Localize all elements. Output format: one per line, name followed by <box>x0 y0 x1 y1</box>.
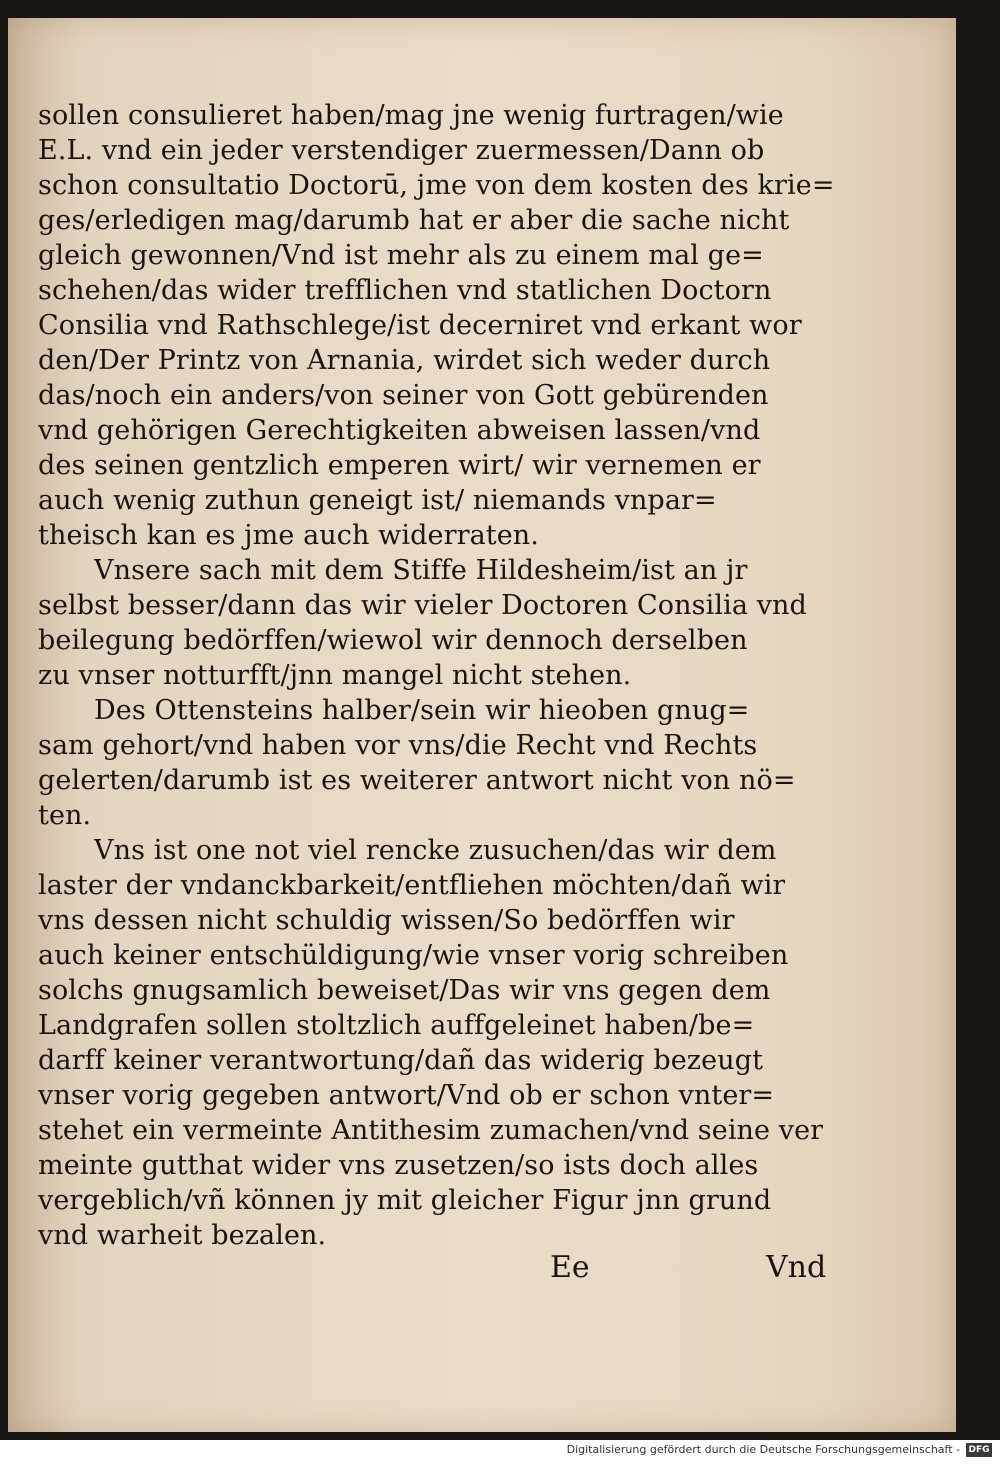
text-line: vnd gehörigen Gerechtigkeiten abweisen lassen/vnd <box>38 415 761 446</box>
text-line: Landgrafen sollen stoltzlich auffgeleinet haben/be= <box>38 1010 755 1041</box>
text-line: laster der vndanckbarkeit/entfliehen möchten/dañ wir <box>38 870 786 901</box>
text-line: theisch kan es jme auch widerraten. <box>38 520 539 551</box>
dfg-logo: DFG <box>966 1443 992 1457</box>
book-page <box>8 18 956 1432</box>
text-line: Consilia vnd Rathschlege/ist decerniret vnd erkant wor <box>38 310 802 341</box>
text-line: sollen consulieret haben/mag jne wenig furtragen/wie <box>38 100 784 131</box>
text-line: meinte gutthat wider vns zusetzen/so ists doch alles <box>38 1150 759 1181</box>
text-line: gleich gewonnen/Vnd ist mehr als zu einem mal ge= <box>38 240 764 271</box>
text-line: beilegung bedörffen/wiewol wir dennoch derselben <box>38 625 748 656</box>
text-line: das/noch ein anders/von seiner von Gott gebürenden <box>38 380 769 411</box>
catchword: Vnd <box>766 1250 827 1285</box>
credit-bar <box>0 1440 1000 1465</box>
text-line: stehet ein vermeinte Antithesim zumachen/vnd seine ver <box>38 1115 824 1146</box>
page-footer <box>38 1250 838 1290</box>
paragraph-first-line: Vnsere sach mit dem Stiffe Hildesheim/ist an jr <box>94 555 748 586</box>
paragraph-first-line: Des Ottensteins halber/sein wir hieoben gnug= <box>94 695 750 726</box>
text-line: vns dessen nicht schuldig wissen/So bedörffen wir <box>38 905 735 936</box>
text-line: vergeblich/vñ können jy mit gleicher Figur jnn grund <box>38 1185 772 1216</box>
text-line: vnser vorig gegeben antwort/Vnd ob er schon vnter= <box>38 1080 775 1111</box>
text-line: gelerten/darumb ist es weiterer antwort nicht von nö= <box>38 765 796 796</box>
text-line: ges/erledigen mag/darumb hat er aber die sache nicht <box>38 205 790 236</box>
text-line: vnd warheit bezalen. <box>38 1220 327 1251</box>
text-line: sam gehort/vnd haben vor vns/die Recht vnd Rechts <box>38 730 758 761</box>
text-line: selbst besser/dann das wir vieler Doctoren Consilia vnd <box>38 590 807 621</box>
text-line: zu vnser notturfft/jnn mangel nicht stehen. <box>38 660 632 691</box>
signature-mark: Ee <box>550 1250 590 1285</box>
text-line: auch wenig zuthun geneigt ist/ niemands vnpar= <box>38 485 717 516</box>
text-line: solchs gnugsamlich beweiset/Das wir vns gegen dem <box>38 975 771 1006</box>
text-line: ten. <box>38 800 92 831</box>
text-line: E.L. vnd ein jeder verstendiger zuermessen/Dann ob <box>38 135 765 166</box>
text-line: auch keiner entschüldigung/wie vnser vorig schreiben <box>38 940 789 971</box>
paragraph-first-line: Vns ist one not viel rencke zusuchen/das wir dem <box>94 835 777 866</box>
text-line: schehen/das wider trefflichen vnd statlichen Doctorn <box>38 275 772 306</box>
text-line: des seinen gentzlich emperen wirt/ wir vernemen er <box>38 450 761 481</box>
text-line: den/Der Printz von Arnania, wirdet sich weder durch <box>38 345 771 376</box>
text-line: darff keiner verantwortung/dañ das widerig bezeugt <box>38 1045 764 1076</box>
funding-credit: Digitalisierung gefördert durch die Deutsche Forschungsgemeinschaft - <box>566 1443 960 1456</box>
text-line: schon consultatio Doctorū, jme von dem kosten des krie= <box>38 170 835 201</box>
